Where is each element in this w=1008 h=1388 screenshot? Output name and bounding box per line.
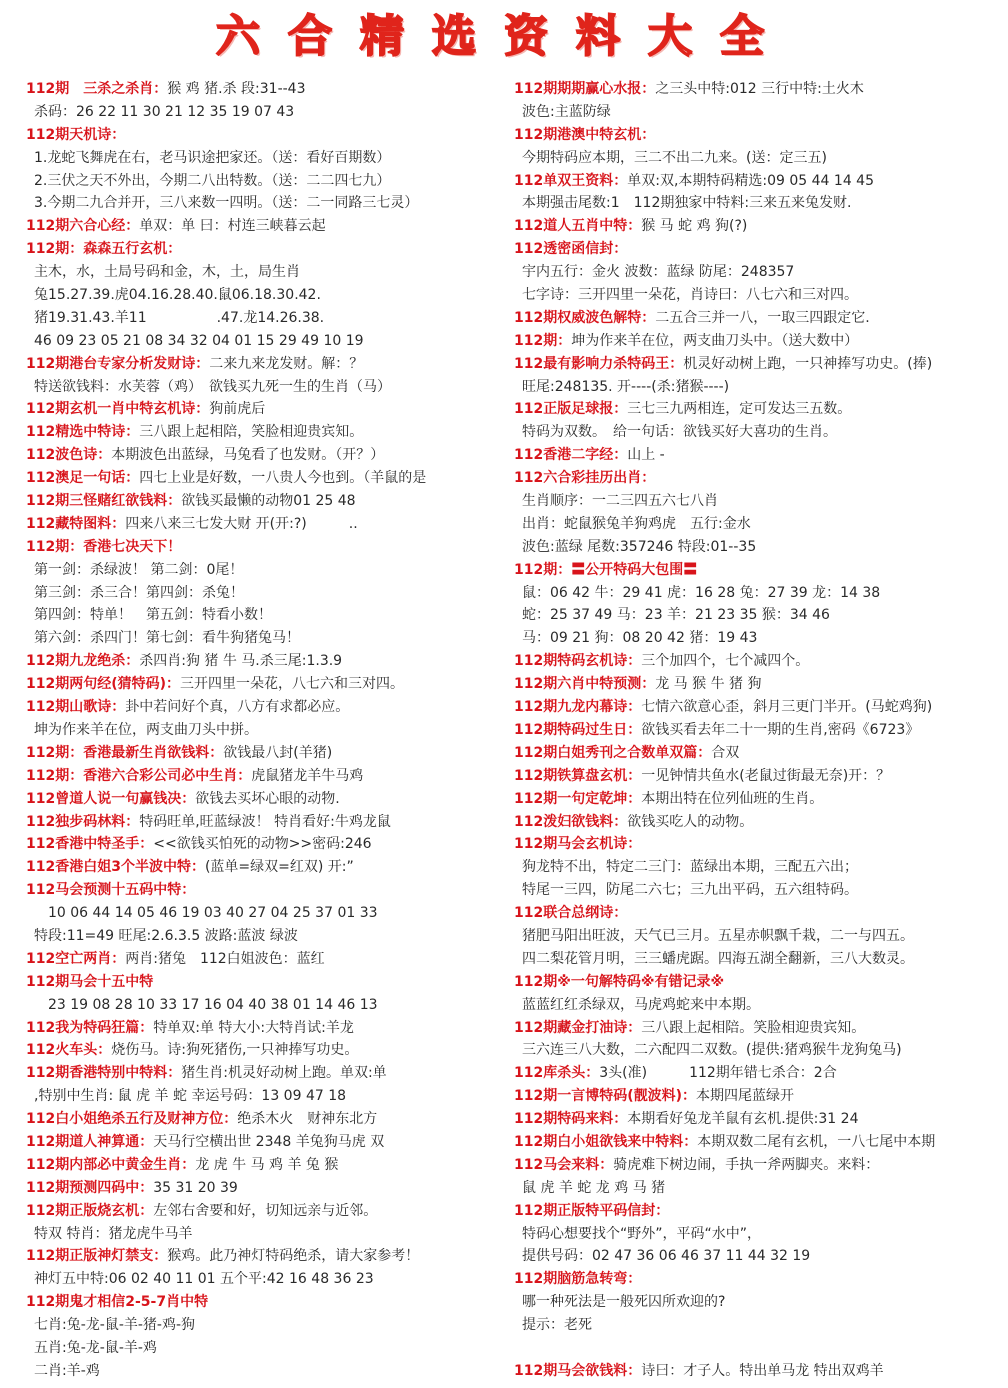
right-column <box>514 78 1004 1383</box>
line-heading: 112库杀头： <box>514 1065 600 1082</box>
text-line <box>514 238 1004 261</box>
line-body: 欲钱去买坏心眼的动物. <box>195 790 340 807</box>
line-body: 鼠：06 42 牛：29 41 虎：16 28 兔：27 39 龙：14 38 <box>522 584 881 601</box>
text-line <box>514 1337 1004 1360</box>
line-heading: 112期白姐秀刊之合数单双篇： <box>514 744 712 761</box>
line-body: ,特别中生肖: 鼠 虎 羊 蛇 幸运号码：13 09 47 18 <box>34 1088 347 1105</box>
text-line <box>26 1108 512 1131</box>
text-line <box>26 1177 512 1200</box>
line-body: 烧伤马。诗:狗死猪伤,一只神捧写功史。 <box>111 1042 359 1059</box>
text-line <box>514 444 1004 467</box>
line-body: 坤为作来羊在位，两支曲刀头中。（送大数中） <box>571 332 859 349</box>
line-heading: 112期特码玄机诗： <box>514 653 642 670</box>
line-body: 猴 马 蛇 鸡 狗(?) <box>641 218 748 235</box>
line-heading: 112道人五肖中特： <box>514 218 642 235</box>
text-line <box>514 421 1004 444</box>
line-heading: 112期： <box>514 332 572 349</box>
line-body: 本期四尾蓝绿开 <box>696 1088 795 1105</box>
line-body: 提供号码：02 47 36 06 46 37 11 44 32 19 <box>522 1248 811 1265</box>
line-heading: 112藏特图料： <box>26 515 126 532</box>
text-line <box>514 1039 1004 1062</box>
line-heading: 112泼妇欲钱料： <box>514 813 628 830</box>
line-heading: 112期玄机一肖中特玄机诗： <box>26 401 210 418</box>
text-line <box>514 513 1004 536</box>
line-body: 狗龙特不出，特定二三门：蓝绿出本期，三配五六出； <box>522 859 858 876</box>
line-heading: 112波色诗： <box>26 447 112 464</box>
line-body: 欲钱买吃人的动物。 <box>627 813 754 830</box>
text-line <box>26 421 512 444</box>
text-line <box>514 307 1004 330</box>
line-body: 左邻右舍要和好，切知远亲与近邻。 <box>153 1202 378 1219</box>
line-heading: 112曾道人说一句赢钱决： <box>26 790 196 807</box>
text-line <box>514 376 1004 399</box>
line-heading: 112期：香港最新生肖欲钱料： <box>26 744 224 761</box>
text-line <box>26 994 512 1017</box>
line-body: 二肖:羊-鸡 <box>34 1362 100 1379</box>
line-heading: 112香港白姐3个半波中特： <box>26 859 205 876</box>
text-line <box>26 490 512 513</box>
line-heading: 112期正版神灯禁支： <box>26 1248 168 1265</box>
text-line <box>514 1154 1004 1177</box>
text-line <box>514 650 1004 673</box>
line-body: 蓝蓝红红杀绿双，马虎鸡蛇来中本期。 <box>522 996 760 1013</box>
line-body: 一见钟情共鱼水(老鼠过街最无奈)开：？ <box>641 767 891 784</box>
text-line <box>514 925 1004 948</box>
text-line <box>26 627 512 650</box>
line-body: 合双 <box>711 744 740 761</box>
text-line <box>514 192 1004 215</box>
line-body: 马：09 21 狗：08 20 42 猪：19 43 <box>522 630 758 647</box>
line-body: 本期出特在位列仙班的生肖。 <box>641 790 824 807</box>
text-line <box>514 765 1004 788</box>
line-body: 狗前虎后 <box>209 401 266 418</box>
text-line <box>514 1223 1004 1246</box>
line-heading: 112白小姐绝杀五行及财神方位： <box>26 1111 238 1128</box>
text-line <box>26 261 512 284</box>
text-line <box>514 1017 1004 1040</box>
line-body: 七情六欲意心歪，斜月三更门半开。(马蛇鸡狗) <box>641 699 933 716</box>
line-body: 本期强击尾数:1 112期独家中特料:三来五来兔发财. <box>522 195 852 212</box>
text-line <box>26 101 512 124</box>
line-body: 猪肥马阳出旺波，天气已三月。五星赤帜飘千栽，二一与四五。 <box>522 927 914 944</box>
line-heading: 112香港二字经： <box>514 447 628 464</box>
text-line <box>514 330 1004 353</box>
text-line <box>514 994 1004 1017</box>
line-heading: 112我为特码狂篇： <box>26 1019 154 1036</box>
text-line <box>26 1039 512 1062</box>
line-body: 单双：单 曰：村连三峡暮云起 <box>139 218 326 235</box>
text-line <box>26 1200 512 1223</box>
line-heading: 112期一句定乾坤： <box>514 790 642 807</box>
line-body: 猴鸡。此乃神灯特码绝杀，请大家参考！ <box>167 1248 420 1265</box>
line-body: 特送欲钱料：水芙蓉（鸡） 欲钱买九死一生的生肖（马） <box>34 378 391 395</box>
line-heading: 112期鬼才相信2-5-7肖中特 <box>26 1294 209 1311</box>
text-line <box>26 696 512 719</box>
text-line <box>26 948 512 971</box>
line-body: 诗曰：才子人。特出单马龙 特出双鸡羊 <box>641 1362 884 1379</box>
line-heading: 112期天机诗： <box>26 126 126 143</box>
page-title: 六合精选资料大全 <box>216 11 792 62</box>
line-body: 波色:主蓝防绿 <box>522 103 611 120</box>
line-body: 鼠 虎 羊 蛇 龙 鸡 马 猪 <box>522 1179 666 1196</box>
text-line <box>26 1062 512 1085</box>
line-heading: 112六合彩挂历出肖： <box>514 470 656 487</box>
text-line <box>514 696 1004 719</box>
text-line <box>26 238 512 261</box>
line-body: 三七三九两相连，定可发达三五数。 <box>627 401 852 418</box>
line-body: 猴 鸡 猪.杀 段:31--43 <box>167 81 306 97</box>
line-body: 机灵好动树上跑，一只神捧写功史。(捧) <box>683 355 933 372</box>
line-body: 第六剑：杀四门！第七剑：看牛狗猪兔马！ <box>34 630 300 647</box>
text-line <box>26 353 512 376</box>
text-line <box>514 1085 1004 1108</box>
text-line <box>26 650 512 673</box>
text-line <box>26 1314 512 1337</box>
line-body: 23 19 08 28 10 33 17 16 04 40 38 01 14 46 13 <box>34 996 378 1013</box>
line-body: 提示：老死 <box>522 1317 592 1334</box>
text-line <box>26 879 512 902</box>
line-body: 四来八来三七发大财 开(开:?) .. <box>125 515 358 532</box>
text-line <box>26 124 512 147</box>
line-body: 杀码：26 22 11 30 21 12 35 19 07 43 <box>34 103 295 120</box>
line-heading: 112火车头： <box>26 1042 112 1059</box>
line-body: 坤为作来羊在位，两支曲刀头中拼。 <box>34 721 258 738</box>
text-line <box>26 467 512 490</box>
text-line <box>514 490 1004 513</box>
line-body: 五肖:兔-龙-鼠-羊-鸡 <box>34 1339 157 1356</box>
text-line <box>514 1360 1004 1383</box>
text-line <box>514 948 1004 971</box>
text-line <box>514 1177 1004 1200</box>
text-line <box>514 833 1004 856</box>
text-line <box>514 719 1004 742</box>
text-line <box>26 330 512 353</box>
line-heading: 112联合总纲诗： <box>514 905 628 922</box>
line-body: 宇内五行：金火 波数：蓝绿 防尾：248357 <box>522 264 795 281</box>
line-body: 神灯五中特:06 02 40 11 01 五个平:42 16 48 36 23 <box>34 1271 374 1288</box>
line-body: 2.三伏之天不外出，今期二八出特数。（送：二二四七九） <box>34 172 391 189</box>
line-body: 三开四里一朵花，八七六和三对四。 <box>180 676 405 693</box>
text-line <box>26 147 512 170</box>
line-heading: 112期港台专家分析发财诗： <box>26 355 210 372</box>
line-heading: 112期香港特别中特料： <box>26 1065 182 1082</box>
line-body: (蓝单=绿双=红双) 开:” <box>204 859 354 876</box>
text-line <box>514 398 1004 421</box>
text-line <box>26 376 512 399</box>
line-heading: 112期藏金打油诗： <box>514 1019 642 1036</box>
text-line <box>514 856 1004 879</box>
line-heading: 112期特码过生日： <box>514 721 642 738</box>
text-line <box>26 513 512 536</box>
text-line <box>26 1085 512 1108</box>
text-line <box>514 1314 1004 1337</box>
line-heading: 112期：香港七决天下！ <box>26 538 182 555</box>
text-line <box>26 1017 512 1040</box>
line-body: 本期波色出蓝绿，马兔看了也发财。（开？） <box>111 447 385 464</box>
line-heading: 112期道人神算通： <box>26 1133 154 1150</box>
line-heading: 112期九龙绝杀： <box>26 653 140 670</box>
text-line <box>26 719 512 742</box>
text-line <box>26 765 512 788</box>
text-line <box>514 1245 1004 1268</box>
text-line <box>514 582 1004 605</box>
line-heading: 112期马会十五中特 <box>26 973 154 990</box>
text-line <box>26 559 512 582</box>
line-heading: 112正版足球报： <box>514 401 628 418</box>
line-body: <<欲钱买怕死的动物>>密码:246 <box>153 836 372 853</box>
line-body: 本期双数二尾有玄机，一八七尾中本期 <box>697 1133 936 1150</box>
text-line <box>514 1108 1004 1131</box>
line-body: 特尾一三四，防尾二六七；三九出平码，五六组特码。 <box>522 882 858 899</box>
line-body: 四七上业是好数，一八贵人今也到。（羊鼠的是 <box>139 470 427 487</box>
line-body: 3.今期二九合并开，三八来数一四明。（送：二一同路三七灵） <box>34 195 419 212</box>
text-line <box>26 673 512 696</box>
text-line <box>514 536 1004 559</box>
line-body: 第一剑：杀绿波！ 第二剑：0尾！ <box>34 561 244 578</box>
line-heading: 112马会预测十五码中特： <box>26 882 196 899</box>
line-body: 出肖：蛇鼠猴兔羊狗鸡虎 五行:金水 <box>522 515 751 532</box>
line-heading: 112期六合心经： <box>26 218 140 235</box>
line-heading: 112单双王资料： <box>514 172 628 189</box>
line-heading: 112期：森森五行玄机： <box>26 241 182 258</box>
text-line <box>514 170 1004 193</box>
line-body: 天马行空横出世 2348 羊兔狗马虎 双 <box>153 1133 385 1150</box>
line-body: 二来九来龙发财。解：？ <box>209 355 364 372</box>
text-line <box>514 78 1004 101</box>
line-heading: 112期山歌诗： <box>26 699 126 716</box>
text-line <box>26 582 512 605</box>
text-line <box>514 261 1004 284</box>
line-body: 绝杀木火 财神东北方 <box>237 1111 378 1128</box>
line-body: 生肖顺序：一二三四五六七八肖 <box>522 493 718 510</box>
line-body: 七字诗：三开四里一朵花，肖诗曰：八七六和三对四。 <box>522 287 858 304</box>
text-line <box>26 1268 512 1291</box>
line-heading: 112期：〓公开特码大包围〓 <box>514 561 698 578</box>
text-line <box>514 215 1004 238</box>
line-heading: 112期一言博特码(靓波料)： <box>514 1088 697 1105</box>
line-heading: 112期 三杀之杀肖： <box>26 81 168 97</box>
line-body: 欲钱买最懒的动物01 25 48 <box>181 493 356 510</box>
left-column <box>26 78 512 1383</box>
text-line <box>26 902 512 925</box>
line-body: 蛇：25 37 49 马：23 羊：21 23 35 猴：34 46 <box>522 607 830 624</box>
text-line <box>514 467 1004 490</box>
text-line <box>26 1223 512 1246</box>
text-line <box>26 971 512 994</box>
line-heading: 112透密函信封： <box>514 241 628 258</box>
text-line <box>26 1245 512 1268</box>
text-line <box>26 1360 512 1383</box>
line-heading: 112期预测四码中： <box>26 1179 154 1196</box>
line-body: 三六连三八大数，二六配四二双数。(提供:猪鸡猴牛龙狗兔马) <box>522 1042 902 1059</box>
line-heading: 112期期期赢心水报： <box>514 81 656 97</box>
line-heading: 112期脑筋急转弯： <box>514 1271 642 1288</box>
text-line <box>514 1062 1004 1085</box>
line-body: 35 31 20 39 <box>153 1179 238 1196</box>
text-line <box>26 811 512 834</box>
text-line <box>26 444 512 467</box>
line-body: 欲钱买看去年二十一期的生肖,密码《6723》 <box>641 721 920 738</box>
line-heading: 112期正版烧玄机： <box>26 1202 154 1219</box>
text-line <box>514 1268 1004 1291</box>
line-body: 特码旺单,旺蓝绿波！ 特肖看好:牛鸡龙鼠 <box>139 813 391 830</box>
line-body: 1.龙蛇飞舞虎在右，老马识途把家还。（送：看好百期数） <box>34 149 391 166</box>
text-line <box>26 307 512 330</box>
line-heading: 112期※一句解特码※有错记录※ <box>514 973 725 990</box>
text-line <box>26 398 512 421</box>
line-body: 特码为双数。 给一句话：欲钱买好大喜功的生肖。 <box>522 424 837 441</box>
line-heading: 112期港澳中特玄机： <box>514 126 656 143</box>
line-body: 单双:双,本期特码精选:09 05 44 14 45 <box>627 172 874 189</box>
line-heading: 112期白小姐欲钱来中特料： <box>514 1133 698 1150</box>
line-body: 猪生肖:机灵好动树上跑。单双:单 <box>181 1065 387 1082</box>
line-body: 兔15.27.39.虎04.16.28.40.鼠06.18.30.42. <box>34 287 321 304</box>
text-line <box>514 971 1004 994</box>
line-heading: 112期六肖中特预测： <box>514 676 656 693</box>
text-line <box>514 742 1004 765</box>
line-heading: 112期两句经(猜特码)： <box>26 676 181 693</box>
line-body: 第四剑：特单！ 第五剑：特看小数！ <box>34 607 272 624</box>
line-heading: 112期权威波色解特： <box>514 309 656 326</box>
text-line <box>26 604 512 627</box>
text-line <box>26 833 512 856</box>
line-body: 虎鼠猪龙羊牛马鸡 <box>251 767 364 784</box>
text-line <box>26 1291 512 1314</box>
text-line <box>514 627 1004 650</box>
text-line <box>26 536 512 559</box>
text-line <box>26 215 512 238</box>
text-line <box>514 124 1004 147</box>
line-heading: 112香港中特圣手： <box>26 836 154 853</box>
text-line <box>26 1131 512 1154</box>
text-line <box>26 192 512 215</box>
text-line <box>514 604 1004 627</box>
line-heading: 112精选中特诗： <box>26 424 140 441</box>
line-body: 欲钱最八封(羊猪) <box>223 744 333 761</box>
line-body: 3头(准) 112期年错七杀合：2合 <box>599 1065 837 1082</box>
line-body: 哪一种死法是一般死囚所欢迎的? <box>522 1294 726 1311</box>
line-body: 两肖:猪兔 112白姐波色：蓝红 <box>125 950 325 967</box>
line-body: 第三剑：杀三合！第四剑：杀兔！ <box>34 584 244 601</box>
line-heading: 112期铁算盘玄机： <box>514 767 642 784</box>
line-heading: 112期特码来料： <box>514 1111 628 1128</box>
text-line <box>514 673 1004 696</box>
text-line <box>514 879 1004 902</box>
text-line <box>26 742 512 765</box>
line-body: 特码心想要找个“野外”，平码“水中”， <box>522 1225 762 1242</box>
text-line <box>514 101 1004 124</box>
line-body: 龙 马 猴 牛 猪 狗 <box>655 676 762 693</box>
text-line <box>514 353 1004 376</box>
line-body: 主木，水，土局号码和金，木，土，局生肖 <box>34 264 300 281</box>
text-line <box>514 1200 1004 1223</box>
line-heading: 112期正版特平码信封： <box>514 1202 670 1219</box>
line-body: 特段:11=49 旺尾:2.6.3.5 波路:蓝波 绿波 <box>34 927 298 944</box>
text-line <box>26 856 512 879</box>
text-line <box>514 147 1004 170</box>
line-body: 波色:蓝绿 尾数:357246 特段:01--35 <box>522 538 757 555</box>
text-line <box>26 1337 512 1360</box>
line-body: 特双 特肖：猪龙虎牛马羊 <box>34 1225 193 1242</box>
line-body: 旺尾:248135. 开----(杀:猪猴----) <box>522 378 730 395</box>
line-body: 10 06 44 14 05 46 19 03 40 27 04 25 37 01 33 <box>34 905 378 922</box>
text-line <box>26 1154 512 1177</box>
text-line <box>514 559 1004 582</box>
line-body: 特单双:单 特大小:大特肖试:羊龙 <box>153 1019 354 1036</box>
line-body: 三八跟上起相陪。笑脸相迎贵宾知。 <box>641 1019 866 1036</box>
line-body: 四二梨花管月明，三三蟠虎踞。四海五湖全翻新，三八大数灵。 <box>522 950 914 967</box>
text-line <box>514 811 1004 834</box>
line-heading: 112期马会欲钱料： <box>514 1362 642 1379</box>
line-body: 猪19.31.43.羊11 .47.龙14.26.38. <box>34 309 325 326</box>
text-line <box>514 284 1004 307</box>
line-heading: 112期内部必中黄金生肖： <box>26 1156 196 1173</box>
line-heading: 112期马会玄机诗： <box>514 836 642 853</box>
line-body: 二五合三并一八，一取三四跟定它. <box>655 309 870 326</box>
line-body: 骑虎难下树边闹，手执一斧两脚夹。来料： <box>613 1156 880 1173</box>
text-line <box>26 788 512 811</box>
line-heading: 112期三怪赌红欲钱料： <box>26 493 182 510</box>
text-line <box>514 902 1004 925</box>
line-heading: 112澳足一句话： <box>26 470 140 487</box>
line-heading: 112期：香港六合彩公司必中生肖： <box>26 767 252 784</box>
line-body: 之三头中特:012 三行中特:土火木 <box>655 81 864 97</box>
line-body: 龙 虎 牛 马 鸡 羊 兔 猴 <box>195 1156 339 1173</box>
line-body: 三八跟上起相陪，笑脸相迎贵宾知。 <box>139 424 364 441</box>
line-body: 今期特码应本期，三二不出二九来。(送：定三五) <box>522 149 827 166</box>
line-body: 三个加四个，七个减四个。 <box>641 653 810 670</box>
line-heading: 112空亡两肖： <box>26 950 126 967</box>
line-heading: 112独步码林料： <box>26 813 140 830</box>
line-heading: 112最有影响力杀特码王： <box>514 355 684 372</box>
line-body: 山上 - <box>627 447 665 464</box>
line-heading: 112马会来料： <box>514 1156 614 1173</box>
line-body: 杀四肖:狗 猪 牛 马.杀三尾:1.3.9 <box>139 653 343 670</box>
line-body: 七肖:兔-龙-鼠-羊-猪-鸡-狗 <box>34 1317 196 1334</box>
line-body: 卦中若问好个真，八方有求都必应。 <box>125 699 350 716</box>
text-line <box>514 1291 1004 1314</box>
line-body: 46 09 23 05 21 08 34 32 04 01 15 29 49 10 19 <box>34 332 364 349</box>
text-line <box>514 1131 1004 1154</box>
text-line <box>26 284 512 307</box>
text-line <box>26 925 512 948</box>
line-heading: 112期九龙内幕诗： <box>514 699 642 716</box>
text-line <box>514 788 1004 811</box>
text-line <box>26 78 512 101</box>
text-line <box>26 170 512 193</box>
line-body: 本期看好兔龙羊鼠有玄机.提供:31 24 <box>627 1111 859 1128</box>
